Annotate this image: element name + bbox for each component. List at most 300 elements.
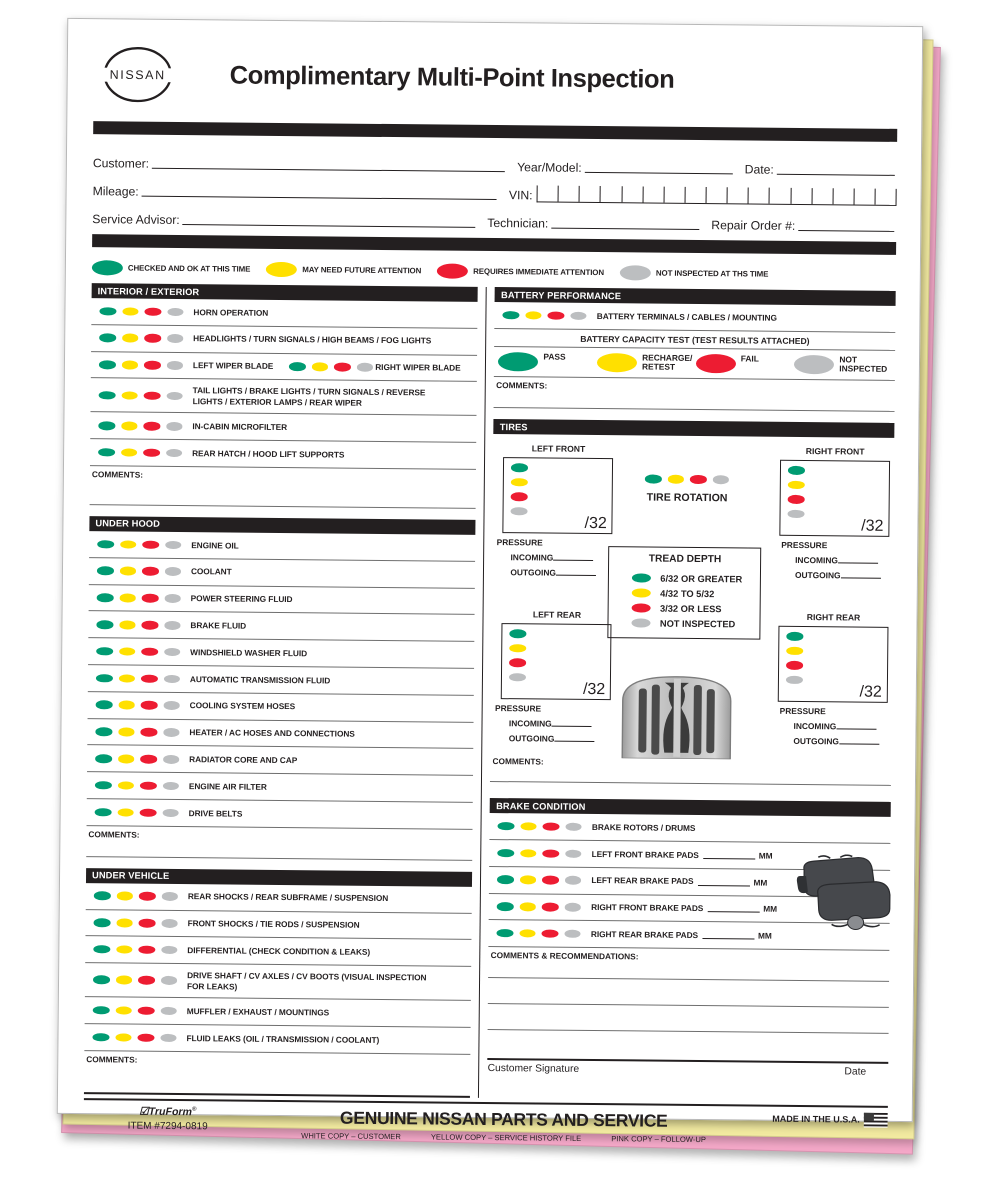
under-hood-row-8[interactable] [87, 746, 473, 777]
under-hood-row-6[interactable] [88, 692, 474, 723]
status-dots[interactable] [90, 421, 188, 430]
date-input[interactable] [777, 162, 895, 176]
pressure-incoming[interactable] [795, 555, 901, 566]
yellow-dot-icon[interactable] [119, 620, 136, 629]
gray-dot-icon[interactable] [167, 308, 184, 317]
tire-box-right-front[interactable] [779, 460, 890, 537]
pressure-label: PRESSURE [781, 539, 828, 551]
gray-dot-icon[interactable] [163, 701, 180, 710]
signature-row [488, 1060, 889, 1078]
pressure-outgoing[interactable] [509, 733, 615, 744]
pressure-incoming-input[interactable] [552, 726, 592, 727]
green-dot-icon[interactable] [497, 929, 514, 938]
gray-dot-icon[interactable] [713, 475, 730, 484]
green-dot-icon[interactable] [96, 647, 113, 656]
gray-dot-icon[interactable] [164, 594, 181, 603]
yellow-dot-icon[interactable] [116, 892, 133, 901]
red-dot-icon[interactable] [138, 1006, 155, 1015]
tread-legend-label: NOT INSPECTED [659, 618, 736, 629]
gray-dot-icon[interactable] [164, 567, 181, 576]
truform-label: TruForm [148, 1105, 193, 1118]
genuine-parts-tagline: GENUINE NISSAN PARTS AND SERVICE [339, 1107, 668, 1131]
pressure-outgoing[interactable] [795, 570, 901, 581]
yellow-dot-icon[interactable] [115, 1033, 132, 1042]
green-dot-icon[interactable] [788, 466, 805, 475]
under-hood-row-9[interactable] [87, 772, 473, 803]
green-dot-icon[interactable] [97, 567, 114, 576]
red-dot-icon[interactable] [543, 849, 560, 858]
red-dot-icon[interactable] [137, 1033, 154, 1042]
yellow-dot-icon[interactable] [121, 391, 138, 400]
yellow-dot-icon[interactable] [117, 781, 134, 790]
red-dot-icon[interactable] [542, 876, 559, 885]
pressure-outgoing[interactable] [510, 567, 616, 578]
gray-dot-icon[interactable] [162, 782, 179, 791]
red-dot-icon[interactable] [542, 903, 559, 912]
brake-row-0[interactable] [490, 813, 891, 844]
under-hood-row-0[interactable] [89, 531, 475, 562]
green-dot-icon[interactable] [99, 391, 116, 400]
battery-capacity-options[interactable] [494, 347, 895, 381]
yellow-dot-icon[interactable] [668, 475, 685, 484]
recommendations-input-3[interactable] [488, 1004, 889, 1034]
truform-logo: ☑TruForm® [139, 1105, 197, 1118]
green-dot-icon[interactable] [98, 448, 115, 457]
green-dot-icon[interactable] [511, 463, 528, 472]
yellow-dot-icon[interactable] [117, 808, 134, 817]
yellow-dot-icon[interactable] [525, 311, 542, 320]
gray-dot-icon[interactable] [160, 1007, 177, 1016]
green-dot-icon [632, 573, 651, 583]
green-dot-icon[interactable] [95, 808, 112, 817]
red-dot-icon[interactable] [138, 976, 155, 985]
recommendations-input-2[interactable] [488, 978, 889, 1008]
comments-input-interior[interactable] [90, 479, 476, 509]
customer-input[interactable] [152, 156, 505, 172]
pressure-incoming[interactable] [510, 552, 616, 563]
gray-dot-icon[interactable] [565, 876, 582, 885]
status-dots[interactable] [87, 754, 185, 763]
inspection-row-wiper-blades[interactable] [91, 352, 477, 383]
green-dot-icon[interactable] [96, 620, 113, 629]
yellow-dot-icon[interactable] [121, 421, 138, 430]
under-hood-row-5[interactable] [88, 665, 474, 696]
tread-fraction-right-front: /32 [861, 517, 884, 535]
red-dot-icon[interactable] [141, 647, 158, 656]
pressure-outgoing-input[interactable] [841, 577, 881, 578]
status-dots[interactable] [91, 391, 189, 400]
gray-dot-icon[interactable] [163, 755, 180, 764]
tire-box-right-rear[interactable] [778, 626, 889, 703]
under-vehicle-row-2[interactable] [85, 936, 471, 967]
under-vehicle-row-5[interactable] [84, 1024, 470, 1055]
red-dot-icon[interactable] [141, 621, 158, 630]
tires-diagram [491, 437, 895, 757]
status-dots[interactable] [89, 540, 187, 549]
green-dot-icon[interactable] [94, 918, 111, 927]
tire-caption-left-front: LEFT FRONT [531, 443, 586, 455]
gray-dot-icon[interactable] [509, 673, 526, 682]
status-dots[interactable] [87, 781, 185, 790]
green-dot-icon[interactable] [95, 754, 112, 763]
brake-pad-measurement-input[interactable] [702, 931, 754, 939]
status-dots-left-wiper[interactable] [91, 360, 189, 369]
yellow-dot-icon[interactable] [597, 353, 637, 372]
brake-pad-unit: MM [757, 930, 772, 941]
pressure-outgoing-input[interactable] [554, 741, 594, 742]
green-dot-icon[interactable] [786, 632, 803, 641]
form-header [93, 39, 898, 117]
customer-label: Customer: [92, 156, 150, 171]
gray-dot-icon[interactable] [163, 728, 180, 737]
yellow-dot-icon[interactable] [122, 334, 139, 343]
comments-input-under-vehicle[interactable] [84, 1064, 470, 1096]
tire-rotation-block[interactable] [621, 474, 753, 504]
status-dots[interactable] [91, 334, 189, 343]
tire-pressure-right-rear[interactable] [779, 706, 899, 747]
yellow-dot-icon[interactable] [121, 361, 138, 370]
red-dot-icon[interactable] [139, 892, 156, 901]
customer-info-block [92, 142, 897, 234]
yellow-dot-icon[interactable] [520, 849, 537, 858]
gray-dot-icon[interactable] [511, 507, 528, 516]
gray-dot-icon[interactable] [161, 976, 178, 985]
inspection-label: TAIL LIGHTS / BRAKE LIGHTS / TURN SIGNALS / REVERSE LIGHTS / EXTERIOR LAMPS / REAR WIPER [192, 385, 426, 408]
gray-dot-icon[interactable] [565, 903, 582, 912]
year-model-input[interactable] [585, 160, 733, 174]
pressure-outgoing-input[interactable] [839, 743, 879, 744]
inspection-label-right-wiper: RIGHT WIPER BLADE [375, 362, 461, 373]
footer-right [756, 1111, 888, 1127]
yellow-dot-icon[interactable] [510, 644, 527, 653]
gray-dot-icon[interactable] [164, 621, 181, 630]
red-dot-icon[interactable] [140, 808, 157, 817]
tire-box-left-rear[interactable] [501, 623, 612, 700]
status-dots[interactable] [85, 1006, 183, 1015]
status-dots[interactable] [489, 875, 587, 884]
pressure-incoming-input[interactable] [836, 728, 876, 729]
battery-option-label: FAIL [740, 353, 759, 364]
red-dot-icon[interactable] [141, 674, 158, 683]
yellow-dot-icon[interactable] [121, 448, 138, 457]
status-dots[interactable] [86, 918, 184, 927]
brake-pads-illustration-icon [796, 854, 893, 933]
brake-pad-measurement-input[interactable] [703, 851, 755, 859]
tire-rotation-status-dots[interactable] [621, 474, 753, 484]
inspection-label: RADIATOR CORE AND CAP [189, 754, 298, 766]
tire-pressure-left-rear[interactable] [495, 703, 615, 744]
comments-input-battery[interactable] [494, 390, 895, 412]
repair-order-label: Repair Order #: [711, 218, 796, 233]
yellow-dot-icon[interactable] [788, 480, 805, 489]
battery-option-label: RECHARGE/ RETEST [641, 352, 693, 373]
status-dots[interactable] [89, 593, 187, 602]
tire-status-dots[interactable] [781, 461, 890, 519]
under-hood-row-3[interactable] [88, 612, 474, 643]
under-hood-row-10[interactable] [87, 799, 473, 830]
status-dots[interactable] [84, 1033, 182, 1042]
green-dot-icon[interactable] [498, 849, 515, 858]
repair-order-input[interactable] [798, 218, 894, 232]
red-dot-icon[interactable] [144, 334, 161, 343]
yellow-dot-icon[interactable] [118, 674, 135, 683]
pressure-incoming-input[interactable] [553, 560, 593, 561]
red-dot-icon[interactable] [142, 594, 159, 603]
gray-dot-icon[interactable] [167, 334, 184, 343]
gray-dot-icon[interactable] [570, 311, 587, 320]
under-hood-row-1[interactable] [89, 558, 475, 589]
status-dots[interactable] [88, 620, 186, 629]
tire-caption-left-rear: LEFT REAR [532, 609, 582, 620]
battery-option-not-inspected[interactable] [794, 355, 893, 375]
green-dot-icon[interactable] [289, 362, 306, 371]
yellow-dot-icon[interactable] [511, 478, 528, 487]
red-dot-icon[interactable] [690, 475, 707, 484]
red-dot-icon[interactable] [140, 781, 157, 790]
red-dot-icon[interactable] [140, 728, 157, 737]
tire-pressure-left-front[interactable] [496, 537, 616, 578]
technician-input[interactable] [551, 216, 699, 230]
tread-fraction-right-rear: /32 [859, 683, 882, 701]
yellow-dot-icon[interactable] [520, 902, 537, 911]
gray-dot-icon[interactable] [794, 355, 834, 374]
red-dot-icon[interactable] [509, 658, 526, 667]
red-dot-icon[interactable] [144, 361, 161, 370]
green-dot-icon[interactable] [503, 311, 520, 320]
status-dots[interactable] [90, 448, 188, 457]
gray-dot-icon[interactable] [165, 541, 182, 550]
inspection-label: REAR SHOCKS / REAR SUBFRAME / SUSPENSION [187, 891, 389, 904]
tire-box-left-front[interactable] [503, 457, 614, 534]
pressure-label: PRESSURE [779, 705, 826, 717]
green-dot-icon[interactable] [97, 593, 114, 602]
status-dots[interactable] [495, 311, 593, 320]
brake-pad-measurement-input[interactable] [697, 878, 749, 886]
green-dot-icon[interactable] [497, 875, 514, 884]
under-vehicle-row-3[interactable] [85, 963, 471, 1001]
nissan-logo-icon [93, 43, 182, 106]
green-dot-icon[interactable] [93, 976, 110, 985]
brake-pad-measurement-input[interactable] [707, 904, 759, 912]
under-hood-row-2[interactable] [89, 585, 475, 616]
yellow-dot-icon[interactable] [519, 929, 536, 938]
status-dots[interactable] [88, 701, 186, 710]
inspection-label: HEADLIGHTS / TURN SIGNALS / HIGH BEAMS / FOG LIGHTS [193, 333, 432, 346]
gray-dot-icon[interactable] [161, 919, 178, 928]
comments-input-under-hood[interactable] [86, 839, 472, 861]
signature-date-label: Date [844, 1066, 867, 1078]
status-dots[interactable] [489, 902, 587, 911]
gray-dot-icon[interactable] [164, 648, 181, 657]
green-dot-icon[interactable] [497, 902, 514, 911]
recommendations-input-4[interactable] [488, 1030, 889, 1064]
green-dot-icon[interactable] [93, 1006, 110, 1015]
yellow-dot-icon[interactable] [786, 646, 803, 655]
gray-dot-icon[interactable] [161, 946, 178, 955]
status-dots[interactable] [85, 976, 183, 985]
red-dot-icon[interactable] [786, 661, 803, 670]
tire-status-dots[interactable] [504, 458, 613, 516]
status-dots[interactable] [490, 849, 588, 858]
red-dot-icon[interactable] [144, 307, 161, 316]
status-dots[interactable] [87, 808, 185, 817]
green-dot-icon[interactable] [498, 352, 538, 371]
under-hood-row-4[interactable] [88, 638, 474, 669]
green-dot-icon[interactable] [96, 701, 113, 710]
red-dot-icon[interactable] [548, 311, 565, 320]
red-dot-icon[interactable] [142, 540, 159, 549]
date-label: Date: [744, 162, 774, 177]
legend-item-immediate [437, 263, 604, 280]
green-dot-icon[interactable] [95, 781, 112, 790]
brake-pad-unit: MM [758, 850, 773, 861]
gray-dot-icon[interactable] [564, 930, 581, 939]
green-dot-icon[interactable] [96, 674, 113, 683]
green-dot-icon[interactable] [94, 892, 111, 901]
inspection-label: RIGHT REAR BRAKE PADS [590, 928, 699, 940]
yellow-dot-icon[interactable] [520, 876, 537, 885]
yellow-dot-icon[interactable] [115, 1006, 132, 1015]
status-dots[interactable] [89, 567, 187, 576]
yellow-dot-icon[interactable] [116, 945, 133, 954]
green-dot-icon[interactable] [93, 945, 110, 954]
green-dot-icon[interactable] [99, 334, 116, 343]
inspection-label: BATTERY TERMINALS / CABLES / MOUNTING [596, 310, 777, 323]
pressure-outgoing[interactable] [793, 736, 899, 747]
tread-legend-item-red [609, 600, 760, 616]
service-advisor-input[interactable] [183, 212, 476, 228]
gray-dot-icon[interactable] [565, 822, 582, 831]
gray-dot-icon[interactable] [160, 1033, 177, 1042]
gray-dot-icon[interactable] [166, 392, 183, 401]
red-dot-icon[interactable] [334, 363, 351, 372]
tire-status-dots[interactable] [779, 627, 888, 685]
under-vehicle-row-4[interactable] [85, 997, 471, 1028]
red-dot-icon[interactable] [543, 822, 560, 831]
yellow-dot-icon[interactable] [122, 307, 139, 316]
red-dot-icon[interactable] [542, 929, 559, 938]
gray-dot-icon[interactable] [786, 675, 803, 684]
yellow-dot-icon[interactable] [116, 919, 133, 928]
red-dot-icon[interactable] [143, 422, 160, 431]
pressure-incoming-input[interactable] [838, 562, 878, 563]
battery-option-fail[interactable] [696, 354, 795, 374]
green-dot-icon[interactable] [498, 822, 515, 831]
yellow-dot-icon[interactable] [520, 822, 537, 831]
info-divider-bar [92, 234, 896, 255]
gray-dot-icon[interactable] [565, 849, 582, 858]
status-dots[interactable] [86, 892, 184, 901]
made-in-usa-label: MADE IN THE U.S.A. [772, 1113, 860, 1125]
yellow-dot-icon[interactable] [118, 728, 135, 737]
gray-dot-icon[interactable] [166, 449, 183, 458]
inspection-row-tail-lights[interactable] [90, 379, 476, 417]
status-dots[interactable] [91, 307, 189, 316]
green-dot-icon[interactable] [645, 475, 662, 484]
green-dot-icon[interactable] [98, 421, 115, 430]
red-dot-icon[interactable] [511, 492, 528, 501]
pressure-incoming[interactable] [793, 721, 899, 732]
status-dots[interactable] [489, 929, 587, 938]
gray-dot-icon[interactable] [162, 808, 179, 817]
red-dot-icon[interactable] [138, 946, 155, 955]
gray-dot-icon[interactable] [788, 509, 805, 518]
inspection-label: POWER STEERING FLUID [190, 593, 293, 605]
year-model-label: Year/Model: [517, 160, 582, 175]
status-dots-right-wiper[interactable] [273, 362, 374, 371]
under-vehicle-row-1[interactable] [85, 910, 471, 941]
status-dots[interactable] [88, 647, 186, 656]
tire-status-dots[interactable] [502, 624, 611, 682]
green-dot-icon[interactable] [97, 540, 114, 549]
legend-item-ok [92, 260, 251, 277]
gray-dot-icon[interactable] [357, 363, 374, 372]
yellow-dot-icon[interactable] [116, 976, 133, 985]
green-dot-icon[interactable] [99, 360, 116, 369]
yellow-dot-icon[interactable] [120, 540, 137, 549]
red-dot-icon[interactable] [144, 391, 161, 400]
battery-option-pass[interactable] [498, 352, 597, 372]
under-hood-row-7[interactable] [87, 719, 473, 750]
yellow-dot-icon[interactable] [119, 594, 136, 603]
red-dot-icon[interactable] [142, 567, 159, 576]
inspection-row-battery-terminals[interactable] [495, 302, 896, 333]
status-dots[interactable] [88, 674, 186, 683]
gray-dot-icon[interactable] [166, 422, 183, 431]
status-dots[interactable] [490, 822, 588, 831]
mileage-input[interactable] [142, 184, 497, 200]
under-vehicle-row-0[interactable] [86, 883, 472, 914]
copy-white: WHITE COPY – CUSTOMER [301, 1130, 401, 1141]
pressure-outgoing-input[interactable] [556, 575, 596, 576]
yellow-dot-icon[interactable] [119, 647, 136, 656]
inspection-row-rear-hatch[interactable] [90, 439, 476, 470]
red-dot-icon[interactable] [141, 701, 158, 710]
inspection-row-microfilter[interactable] [90, 413, 476, 444]
green-dot-icon[interactable] [92, 1033, 109, 1042]
tire-pressure-right-front[interactable] [781, 540, 901, 581]
gray-dot-icon[interactable] [166, 361, 183, 370]
yellow-dot-icon[interactable] [312, 363, 329, 372]
yellow-dot-icon[interactable] [119, 567, 136, 576]
yellow-dot-icon[interactable] [118, 701, 135, 710]
section-header-under-hood: UNDER HOOD [89, 516, 475, 535]
red-dot-icon[interactable] [788, 495, 805, 504]
inspection-row-horn[interactable] [91, 298, 477, 329]
green-dot-icon[interactable] [510, 629, 527, 638]
status-dots[interactable] [87, 727, 185, 736]
gray-dot-icon[interactable] [161, 892, 178, 901]
green-dot-icon[interactable] [95, 727, 112, 736]
inspection-label: RIGHT FRONT BRAKE PADS [591, 902, 704, 914]
red-dot-icon[interactable] [139, 919, 156, 928]
red-dot-icon[interactable] [143, 448, 160, 457]
inspection-row-headlights[interactable] [91, 325, 477, 356]
status-dots[interactable] [85, 945, 183, 954]
gray-dot-icon[interactable] [163, 674, 180, 683]
battery-option-recharge[interactable] [597, 353, 696, 373]
inspection-label: BRAKE ROTORS / DRUMS [591, 821, 696, 833]
header-divider-bar [93, 121, 897, 142]
brake-rows-wrap [489, 813, 891, 951]
technician-label: Technician: [487, 215, 549, 231]
red-dot-icon[interactable] [140, 755, 157, 764]
vin-input-boxes[interactable] [537, 185, 897, 205]
yellow-dot-icon[interactable] [118, 754, 135, 763]
pressure-incoming[interactable] [509, 718, 615, 729]
green-dot-icon[interactable] [99, 307, 116, 316]
red-dot-icon[interactable] [696, 354, 736, 373]
